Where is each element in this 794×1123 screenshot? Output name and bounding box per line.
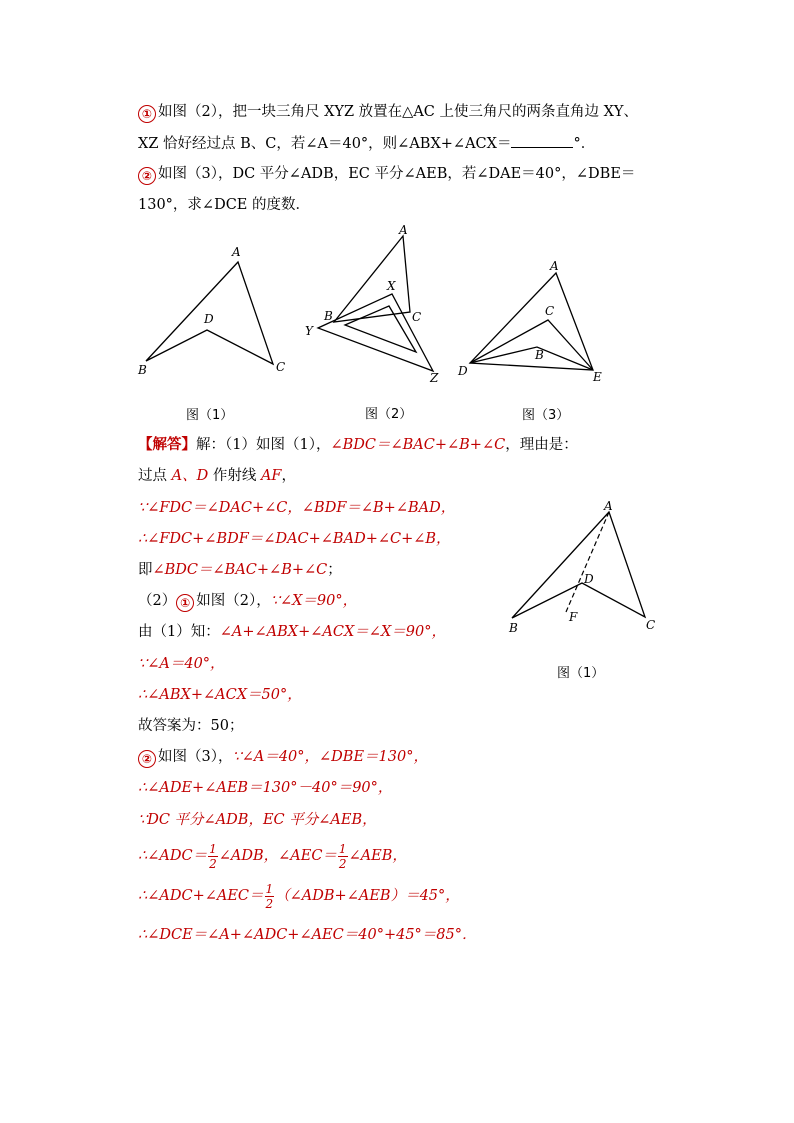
answer-l6-mid: 如图（2）， [196,593,271,609]
fig1-label-a: A [232,245,241,259]
answer-l5-red: ∠BDC＝∠BAC+∠B+∠C [152,562,328,578]
answer-l15-a: ∴∠ADC+∠AEC＝ [138,888,264,904]
fig3-label-a: A [550,259,559,273]
answer-l15-b: （∠ADB+∠AEB）＝45°， [275,888,460,904]
answer-l14-c: ∠AEB， [348,848,407,864]
answer-line-13: ∵DC 平分∠ADB，EC 平分∠AEB， [138,812,377,828]
fig3-label-e: E [593,370,602,384]
fig2-label-c: C [412,310,422,324]
answer-line-8: ∵∠A＝40°， [138,656,225,672]
fraction-half-1 [208,842,218,871]
answer-l6-pre: （2） [138,593,177,609]
fig4-label-c: C [646,618,656,632]
fig4-quadrilateral [512,512,645,618]
fig2-triangle-abc [334,236,410,322]
answer-line-9: ∴∠ABX+∠ACX＝50°， [138,687,302,703]
fig4-ray-af [566,512,609,612]
answer-circle-2: ② [138,750,156,768]
q2-text-a: 如图（3），DC 平分∠ADB，EC 平分∠AEB，若∠DAE＝40°，∠DBE＝ [158,166,636,182]
fig3-label-c: C [545,304,555,318]
answer-l1-red: ∠BDC＝∠BAC+∠B+∠C [330,437,506,453]
answer-l2-red2: AF [260,468,282,484]
fig1-caption: 图（1） [186,408,234,423]
fraction-3-denominator: 2 [265,896,274,911]
answer-tag: 【解答】 [138,436,196,453]
fig2-label-z: Z [430,371,439,385]
answer-l11-mid: 如图（3）， [158,749,233,765]
answer-line-5 [138,560,342,580]
answer-line-4: ∴∠FDC+∠BDF＝∠DAC+∠BAD+∠C+∠B， [138,531,451,547]
answer-line-12: ∴∠ADE+∠AEB＝130°－40°＝90°， [138,780,393,796]
answer-l7-pre: 由（1）知： [138,624,220,640]
fig1-label-c: C [276,360,286,374]
fig2-label-x: X [387,279,396,293]
fig2-caption: 图（2） [365,407,413,422]
q1-text-b-end: °． [573,136,596,152]
q1-text-b: XZ 恰好经过点 B、C，若∠A＝40°，则∠ABX+∠ACX＝ [138,136,512,152]
answer-line-6 [138,591,357,612]
fig1-label-b: B [138,363,147,377]
circle-number-1: ① [138,105,156,123]
fraction-2-denominator: 2 [338,856,347,871]
answer-l2-mid: 作射线 [208,468,261,484]
fig3-caption: 图（3） [522,408,570,423]
fig3-label-b: B [535,348,544,362]
fraction-2-numerator: 1 [338,841,347,856]
fig4-label-a: A [604,499,613,513]
fig4-label-f: F [569,610,578,624]
q2-text-b: 130°，求∠DCE 的度数． [138,197,310,213]
answer-line-7 [138,622,446,642]
fig4-caption: 图（1） [557,666,605,681]
fig4-label-b: B [509,621,518,635]
fig2-set-square-outer [318,294,433,371]
fig3-label-d: D [458,364,468,378]
answer-l5-end: ； [327,562,342,578]
answer-l2-end: ， [281,468,296,484]
answer-l14-a: ∴∠ADC＝ [138,848,208,864]
answer-line-15 [138,880,460,912]
fig4-label-d: D [584,572,594,586]
answer-l2-pre: 过点 [138,468,172,484]
fraction-1-numerator: 1 [209,841,217,856]
fig2-label-a: A [399,223,408,237]
answer-line-1 [138,435,578,455]
answer-line-10: 故答案为：50； [138,718,244,734]
q1-text-a: 如图（2），把一块三角尺 XYZ 放置在△AC 上使三角尺的两条直角边 XY、 [158,104,638,120]
fig1-label-d: D [204,312,214,326]
answer-line-3: ∵∠FDC＝∠DAC+∠C，∠BDF＝∠B+∠BAD， [138,500,456,516]
answer-l1-post: ，理由是： [505,437,578,453]
answer-line-11 [138,747,428,768]
answer-l14-b: ∠ADB，∠AEC＝ [218,848,337,864]
fraction-half-3 [265,882,275,911]
answer-circle-1: ① [176,594,194,612]
fraction-3-numerator: 1 [265,881,274,896]
fig3-outer-shape [470,273,593,370]
answer-l1-pre: 解：（1）如图（1）， [196,437,331,453]
fig2-label-y: Y [305,324,313,338]
fraction-half-2 [338,842,348,871]
answer-line-14 [138,840,407,872]
answer-line-2 [138,466,296,486]
answer-l11-red: ∵∠A＝40°，∠DBE＝130°， [232,749,428,765]
circle-number-2: ② [138,167,156,185]
answer-line-16: ∴∠DCE＝∠A+∠ADC+∠AEC＝40°+45°＝85°． [138,927,477,943]
answer-l2-red1: A、D [171,468,209,484]
fraction-1-denominator: 2 [209,856,217,871]
fig2-label-b: B [324,309,333,323]
answer-l5-pre: 即 [138,562,153,578]
answer-l7-red: ∠A+∠ABX+∠ACX＝∠X＝90°， [219,624,446,640]
answer-l6-red: ∵∠X＝90°， [270,593,358,609]
